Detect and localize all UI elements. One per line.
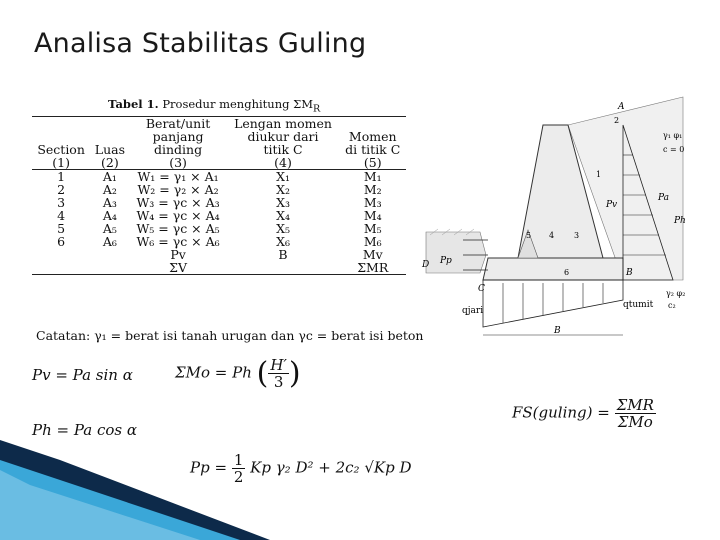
header-cell: (1) — [32, 156, 90, 170]
base-pressure-arrows — [503, 283, 603, 323]
table-cell — [90, 248, 129, 261]
table-cell: X₁ — [276, 169, 290, 184]
table-cell: W₄ = γc × A₄ — [136, 208, 220, 223]
table-row — [32, 261, 406, 275]
table-row — [32, 248, 406, 261]
table-cell: M₄ — [363, 208, 382, 223]
table-row — [32, 235, 406, 248]
table-cell: A₆ — [102, 234, 117, 249]
table-cell: 3 — [57, 195, 66, 210]
label-pp: Pp — [440, 256, 452, 266]
section-label-5: 5 — [526, 231, 532, 240]
table-cell: A₂ — [102, 182, 117, 197]
label-pa: Pa — [658, 193, 670, 203]
table-cell: X₅ — [276, 221, 290, 236]
table-cell: X₄ — [276, 208, 290, 223]
header-cell: dinding — [154, 142, 203, 157]
label-pv: Pv — [606, 200, 618, 210]
equation-ph: Ph = Pa cos α — [32, 421, 138, 439]
table-caption-label: Tabel 1. — [108, 97, 159, 111]
table-cell: M₅ — [363, 221, 382, 236]
header-cell: Lengan momen — [227, 117, 340, 131]
header-cell: Luas — [94, 142, 125, 157]
table-cell: W₂ = γ₂ × A₂ — [137, 182, 219, 197]
label-a: A — [618, 102, 625, 112]
label-b: B — [626, 268, 633, 278]
procedure-table — [32, 116, 406, 275]
table-note: Catatan: γ₁ = berat isi tanah urugan dan γc = berat isi beton — [36, 328, 424, 343]
header-cell — [90, 117, 129, 131]
label-b-width: B — [554, 326, 561, 336]
equation-mo-left: ΣMo = Ph — [175, 363, 252, 382]
header-cell: panjang — [152, 129, 204, 144]
table-cell: W₅ = γc × A₅ — [136, 221, 220, 236]
table-cell: B — [278, 247, 288, 262]
table-cell — [90, 261, 129, 275]
label-gamma1: γ₁ φ₁ — [663, 131, 683, 140]
decorative-ribbon — [0, 440, 300, 540]
table-cell: A₁ — [102, 169, 117, 184]
table-cell: X₂ — [276, 182, 290, 197]
table-cell: M₁ — [363, 169, 382, 184]
label-c-zero: c = 0 — [663, 145, 685, 154]
table-cell: A₃ — [102, 195, 117, 210]
equation-mo: ΣMo = Ph ( $\frac{H'}{3}$ ) — [175, 356, 301, 391]
table-cell: 4 — [57, 208, 66, 223]
wall-base — [483, 258, 623, 280]
header-cell — [340, 117, 407, 131]
table-cell: X₃ — [276, 195, 290, 210]
header-cell: (2) — [90, 156, 129, 170]
label-c: C — [478, 284, 485, 294]
label-ph: Ph — [674, 216, 686, 226]
equation-pp-right: Kp γ₂ D² + 2c₂ √Kp D — [250, 458, 412, 477]
table-cell: X₆ — [276, 234, 290, 249]
table-row — [32, 170, 406, 184]
table-cell: Pv — [170, 247, 186, 262]
table-header-row — [32, 143, 406, 156]
fraction-numerator: ΣMR — [616, 396, 654, 414]
slide-title: Analisa Stabilitas Guling — [34, 28, 367, 59]
table-cell: 1 — [57, 169, 66, 184]
table-header-row — [32, 117, 406, 131]
equation-fs-fraction — [615, 397, 656, 430]
table-cell: ΣV — [130, 261, 227, 275]
table-cell: 2 — [57, 182, 66, 197]
table-caption-text: Prosedur menghitung ΣM — [162, 97, 314, 111]
header-cell: titik C — [263, 142, 303, 157]
section-label-1: 1 — [596, 170, 602, 179]
header-cell: diukur dari — [247, 129, 319, 144]
table-caption — [108, 97, 320, 114]
table-cell: A₄ — [102, 208, 117, 223]
header-cell: (3) — [130, 156, 227, 170]
fraction-numerator: 1 — [233, 451, 244, 469]
label-gamma2: γ₂ φ₂ — [666, 289, 686, 298]
table-cell: M₂ — [363, 182, 382, 197]
section-label-3: 3 — [574, 231, 580, 240]
table-cell: W₁ = γ₁ × A₁ — [137, 169, 219, 184]
table-header-row — [32, 156, 406, 170]
table-cell: A₅ — [102, 221, 117, 236]
table-cell: M₃ — [363, 195, 382, 210]
header-cell: (4) — [227, 156, 340, 170]
header-cell: di titik C — [345, 142, 401, 157]
section-label-4: 4 — [549, 231, 555, 240]
header-cell — [32, 117, 90, 131]
table-cell: ΣMR — [340, 261, 407, 275]
table-cell: M₆ — [363, 234, 382, 249]
retaining-wall-diagram — [418, 95, 686, 347]
table-caption-sub: R — [313, 103, 321, 115]
base-pressure-diagram — [483, 280, 623, 327]
header-cell: Section — [37, 142, 85, 157]
label-q-jari: qjari — [462, 306, 484, 316]
section-label-2: 2 — [614, 116, 620, 125]
equation-fs — [512, 397, 656, 430]
equation-fs-left: FS(guling) = — [512, 403, 610, 422]
table-cell — [227, 261, 340, 275]
table-cell: Mv — [362, 247, 383, 262]
header-cell: Berat/unit — [130, 117, 227, 131]
equation-mo-fraction — [268, 357, 289, 390]
section-label-6: 6 — [564, 268, 570, 277]
table-cell — [32, 248, 90, 261]
front-soil — [426, 232, 486, 273]
table-cell — [32, 261, 90, 275]
fraction-denominator: 3 — [273, 373, 284, 391]
fraction-denominator: 2 — [233, 468, 244, 486]
equation-pv: Pv = Pa sin α — [32, 366, 133, 384]
label-q-tumit: qtumit — [623, 300, 654, 310]
equation-pp-left: Pp = — [190, 458, 228, 477]
header-cell: Momen — [348, 129, 397, 144]
label-c2: c₂ — [668, 301, 676, 310]
fraction-numerator: H′ — [270, 356, 287, 374]
header-cell: (5) — [340, 156, 407, 170]
table-cell: 5 — [57, 221, 66, 236]
table-cell: 6 — [57, 234, 66, 249]
table-cell: W₆ = γc × A₆ — [136, 234, 220, 249]
fraction-denominator: ΣMo — [617, 413, 653, 431]
table-cell: W₃ = γc × A₃ — [136, 195, 220, 210]
label-d: D — [422, 260, 430, 270]
